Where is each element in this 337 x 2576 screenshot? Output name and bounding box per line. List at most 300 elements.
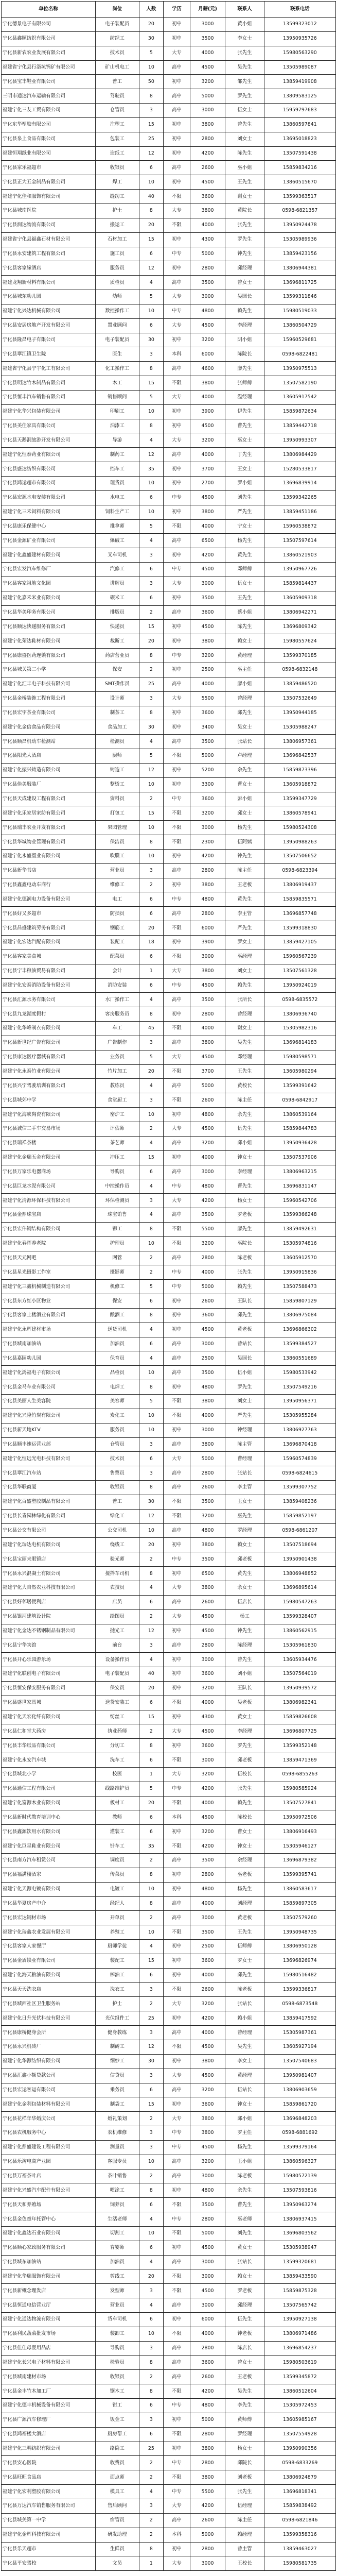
salary-cell: 2700 [190, 477, 225, 491]
contact-person-cell: 曾女士 [225, 276, 264, 290]
contact-phone-cell: 13806916493 [264, 1825, 335, 1839]
education-cell: 初中 [163, 548, 190, 563]
education-cell: 中专 [163, 2399, 190, 2413]
company-name-cell: 宁化县城关第一中学 [2, 2513, 96, 2528]
salary-cell: 4500 [190, 978, 225, 993]
company-name-cell: 宁化县金鼎珠宝店 [2, 1208, 96, 1223]
contact-person-cell: 钟老板 [225, 2327, 264, 2341]
contact-phone-cell: 13860521903 [264, 548, 335, 563]
contact-person-cell: 杨女士 [225, 2442, 264, 2456]
salary-cell: 4000 [190, 390, 225, 404]
salary-cell: 3800 [190, 2112, 225, 2126]
table-row [2, 2126, 336, 2141]
contact-phone-cell: 13860583617 [264, 1882, 335, 1896]
contact-person-cell: 余经理 [225, 1854, 264, 1868]
position-cell: 传菜员 [95, 1868, 139, 1882]
contact-phone-cell: 13806937415 [264, 2212, 335, 2227]
contact-person-cell: 罗先生 [225, 232, 264, 247]
education-cell: 不限 [163, 190, 190, 204]
headcount-cell: 8 [139, 1380, 163, 1395]
headcount-cell: 30 [139, 333, 163, 347]
table-row [2, 1667, 336, 1682]
contact-phone-cell: 13806944381 [264, 261, 335, 276]
position-cell: 汽修工 [95, 563, 139, 577]
company-name-cell: 福建宁化永安汽车城 [2, 1753, 96, 1768]
headcount-cell: 8 [139, 89, 163, 104]
salary-cell: 4500 [190, 1810, 225, 1825]
contact-phone-cell: 13859442718 [264, 419, 335, 433]
education-cell: 不限 [163, 218, 190, 232]
contact-person-cell: 罗女士 [225, 1954, 264, 1968]
contact-phone-cell: 13599358316 [264, 2528, 335, 2542]
contact-phone-cell: 13806975084 [264, 1308, 335, 1323]
table-row [2, 1280, 336, 1294]
contact-phone-cell: 13696831147 [264, 1179, 335, 1194]
company-name-cell: 福建宁化金瑞五金有限公司 [2, 1150, 96, 1165]
education-cell: 高中 [163, 60, 190, 75]
contact-phone-cell: 13696854237 [264, 2341, 335, 2355]
contact-person-cell: 杨工 [225, 1609, 264, 1624]
contact-person-cell: 赖女士 [225, 634, 264, 649]
contact-phone-cell: 15859897305 [264, 1896, 335, 1911]
education-cell: 初中 [163, 663, 190, 677]
headcount-cell: 3 [139, 2026, 163, 2040]
table-row [2, 18, 336, 32]
company-name-cell: 宁化县顺丰速运营业部 [2, 1437, 96, 1452]
contact-phone-cell: 13950944185 [264, 706, 335, 720]
contact-person-cell: 曾女士 [225, 2355, 264, 2370]
contact-phone-cell: 13599328407 [264, 1609, 335, 1624]
table-row [2, 2069, 336, 2083]
salary-cell: 2600 [190, 1294, 225, 1309]
education-cell: 初中 [163, 462, 190, 477]
contact-person-cell: 张先生 [225, 1782, 264, 1796]
salary-cell: 4800 [190, 2183, 225, 2198]
headcount-cell: 10 [139, 175, 163, 190]
education-cell: 不限 [163, 2226, 190, 2241]
contact-phone-cell: 13507537906 [264, 1150, 335, 1165]
contact-person-cell: 陈先生 [225, 146, 264, 161]
education-cell: 高中 [163, 1136, 190, 1150]
salary-cell: 3200 [190, 1767, 225, 1782]
company-name-cell: 福建宁化长兴电子材料有限公司 [2, 2355, 96, 2370]
headcount-cell: 8 [139, 1481, 163, 1495]
position-cell: 信贷员 [95, 2069, 139, 2083]
education-cell: 初中 [163, 2542, 190, 2556]
position-cell: 灌装工 [95, 1825, 139, 1839]
headcount-cell: 40 [139, 1667, 163, 1682]
contact-phone-cell: 15859875328 [264, 2284, 335, 2298]
salary-cell: 2600 [190, 161, 225, 175]
headcount-cell: 6 [139, 2313, 163, 2327]
position-cell: 育婴师 [95, 2241, 139, 2255]
table-row [2, 2456, 336, 2470]
salary-cell: 3000 [190, 950, 225, 964]
salary-cell: 3200 [190, 1825, 225, 1839]
headcount-cell: 1 [139, 1767, 163, 1782]
headcount-cell: 4 [139, 534, 163, 548]
contact-person-cell: 伍女士 [225, 577, 264, 591]
contact-phone-cell: 15859838492 [264, 2499, 335, 2513]
company-name-cell: 宁化县华联商厦 [2, 1481, 96, 1495]
company-name-cell: 福建宁化宏利塑胶有限公司 [2, 2485, 96, 2499]
headcount-cell: 3 [139, 2499, 163, 2513]
contact-person-cell: 杨先生 [225, 2140, 264, 2155]
contact-person-cell: 曹女士 [225, 777, 264, 792]
education-cell: 初中 [163, 849, 190, 863]
headcount-cell: 1 [139, 964, 163, 978]
contact-phone-cell: 13859423156 [264, 247, 335, 261]
position-cell: 剪线工 [95, 2269, 139, 2284]
company-name-cell: 宁化县天天洗衣店 [2, 1982, 96, 1997]
contact-phone-cell: 13806919437 [264, 878, 335, 892]
table-row [2, 1165, 336, 1179]
salary-cell: 3200 [190, 75, 225, 89]
education-cell: 不限 [163, 1696, 190, 1710]
contact-phone-cell: 13505989087 [264, 60, 335, 75]
contact-phone-cell: 13507554928 [264, 2427, 335, 2442]
company-name-cell: 宁化县汇源水务有限公司 [2, 993, 96, 1007]
headcount-cell: 2 [139, 2112, 163, 2126]
company-name-cell: 宁化县汇鑫小额贷款公司 [2, 2069, 96, 2083]
education-cell: 初中 [163, 1710, 190, 1724]
headcount-cell: 6 [139, 1337, 163, 1351]
salary-cell: 4000 [190, 1022, 225, 1036]
contact-phone-cell: 15980572139 [264, 2169, 335, 2183]
company-name-cell: 福建宁化清源环保科技有限公司 [2, 1194, 96, 1208]
company-name-cell: 宁化县巨龙水泥有限公司 [2, 1179, 96, 1194]
education-cell: 中专 [163, 1179, 190, 1194]
education-cell: 不限 [163, 835, 190, 850]
company-name-cell: 福建宁化安泰消防设备有限公司 [2, 978, 96, 993]
contact-person-cell: 王队长 [225, 1294, 264, 1309]
contact-phone-cell: 13806984429 [264, 448, 335, 462]
table-row [2, 863, 336, 878]
salary-cell: 3800 [190, 1538, 225, 1552]
contact-phone-cell: 13507527841 [264, 1796, 335, 1810]
education-cell: 初中 [163, 1968, 190, 1982]
contact-phone-cell: 13605985167 [264, 2413, 335, 2427]
salary-cell: 5500 [190, 1222, 225, 1236]
salary-cell: 4000 [190, 1796, 225, 1810]
education-cell: 中专 [163, 563, 190, 577]
salary-cell: 4500 [190, 175, 225, 190]
company-name-cell: 宁化县城东幼儿园 [2, 290, 96, 304]
table-row [2, 1739, 336, 1753]
salary-cell: 3000 [190, 577, 225, 591]
position-cell: 驾驶员 [95, 89, 139, 104]
headcount-cell: 10 [139, 849, 163, 863]
company-name-cell: 宁化县天鹅洞旅游开发有限公司 [2, 433, 96, 448]
contact-phone-cell: 13860597841 [264, 117, 335, 132]
contact-phone-cell: 13695018823 [264, 132, 335, 146]
headcount-header: 人数 [139, 2, 163, 18]
education-cell: 初中 [163, 1567, 190, 1581]
salary-cell: 2600 [190, 2513, 225, 2528]
company-name-cell: 福建宁化鸿福电子有限公司 [2, 1366, 96, 1380]
headcount-cell: 15 [139, 1150, 163, 1165]
company-name-cell: 福建宁化瑞鑫农业发展有限公司 [2, 1925, 96, 1940]
contact-phone-cell: 13507518694 [264, 1538, 335, 1552]
salary-cell: 4200 [190, 1782, 225, 1796]
contact-phone-cell: 13605917542 [264, 390, 335, 404]
table-row [2, 763, 336, 777]
table-row [2, 117, 336, 132]
contact-person-cell: 黄先生 [225, 548, 264, 563]
contact-phone-cell: 13605934476 [264, 1653, 335, 1667]
company-name-cell: 宁化县万福茶叶店 [2, 2169, 96, 2183]
education-cell: 初中 [163, 1308, 190, 1323]
company-name-cell: 宁化县金源矿业有限公司 [2, 534, 96, 548]
position-cell: 制砖工 [95, 2040, 139, 2054]
position-cell: 装配工 [95, 936, 139, 950]
education-cell: 初中 [163, 1667, 190, 1682]
company-name-cell: 宁化县金桥装饰工程有限公司 [2, 691, 96, 706]
contact-person-cell: 邱经理 [225, 261, 264, 276]
headcount-cell: 4 [139, 2298, 163, 2313]
company-name-cell: 福建宁化金辉科技有限公司 [2, 2528, 96, 2542]
salary-cell: 4000 [190, 218, 225, 232]
education-cell: 高中 [163, 735, 190, 749]
table-row [2, 1839, 336, 1854]
salary-cell: 3500 [190, 276, 225, 290]
headcount-cell: 5 [139, 1280, 163, 1294]
salary-cell: 2500 [190, 663, 225, 677]
position-cell: 石材加工 [95, 232, 139, 247]
company-name-cell: 宁化县金马车业有限公司 [2, 1380, 96, 1395]
contact-phone-cell: 13859463027 [264, 2542, 335, 2556]
table-row [2, 1538, 336, 1552]
salary-cell: 4800 [190, 1523, 225, 1538]
education-cell: 高中 [163, 2083, 190, 2097]
education-cell: 本科 [163, 2528, 190, 2542]
contact-person-cell: 吴先生 [225, 1036, 264, 1050]
company-name-cell: 宁化县新华书店 [2, 863, 96, 878]
contact-person-cell: 刘女士 [225, 1395, 264, 1409]
headcount-cell: 10 [139, 2327, 163, 2341]
position-cell: 榨油工 [95, 1968, 139, 1982]
table-row [2, 46, 336, 60]
table-row [2, 490, 336, 505]
table-row [2, 878, 336, 892]
education-cell: 高中 [163, 89, 190, 104]
headcount-cell: 6 [139, 490, 163, 505]
education-cell: 中专 [163, 1265, 190, 1280]
headcount-cell: 3 [139, 2284, 163, 2298]
position-cell: 吹膜工 [95, 849, 139, 863]
table-row [2, 2155, 336, 2169]
table-row [2, 663, 336, 677]
company-name-cell: 宁化县鸿福楼大酒店 [2, 2427, 96, 2442]
contact-person-cell: 黄经理 [225, 649, 264, 663]
contact-phone-cell: 13859433590 [264, 2269, 335, 2284]
education-cell: 不限 [163, 1022, 190, 1036]
company-name-cell: 宁化县安心医院 [2, 2456, 96, 2470]
position-cell: 质检员 [95, 276, 139, 290]
contact-person-cell: 赖先生 [225, 304, 264, 318]
company-name-cell: 福建宁化三友工贸有限公司 [2, 104, 96, 118]
position-cell: 油漆工 [95, 419, 139, 433]
education-cell: 初中 [163, 505, 190, 519]
contact-phone-cell: 13696842537 [264, 749, 335, 764]
position-cell: 店员 [95, 1595, 139, 1609]
company-name-cell: 宁化县宏运客运有限公司 [2, 2083, 96, 2097]
position-cell: 饲料生产工 [95, 505, 139, 519]
position-cell: 前台 [95, 1638, 139, 1653]
contact-person-cell: 曹先生 [225, 2198, 264, 2212]
headcount-cell: 6 [139, 2198, 163, 2212]
position-cell: 果园管理 [95, 821, 139, 835]
position-cell: 喷涂工 [95, 2183, 139, 2198]
education-cell: 不限 [163, 1509, 190, 1523]
salary-cell: 3900 [190, 936, 225, 950]
headcount-cell: 4 [139, 1653, 163, 1667]
salary-cell: 3600 [190, 1667, 225, 1682]
headcount-cell: 15 [139, 376, 163, 391]
position-cell: 调度员 [95, 1854, 139, 1868]
salary-cell: 3200 [190, 1236, 225, 1251]
education-cell: 初中 [163, 146, 190, 161]
contact-person-cell: 李经理 [225, 1165, 264, 1179]
table-row [2, 1050, 336, 1064]
position-cell: 美容师 [95, 1395, 139, 1409]
salary-cell: 3800 [190, 2470, 225, 2485]
table-row [2, 1122, 336, 1136]
table-row [2, 146, 336, 161]
education-cell: 不限 [163, 921, 190, 936]
contact-person-cell: 邱女士 [225, 806, 264, 821]
table-header-row [2, 2, 336, 18]
education-cell: 中专 [163, 792, 190, 806]
company-name-cell: 宁化县城郊中学 [2, 1093, 96, 1108]
contact-phone-cell: 15980598571 [264, 1050, 335, 1064]
table-row [2, 1552, 336, 1567]
position-cell: 维修工 [95, 878, 139, 892]
education-cell: 中专 [163, 2140, 190, 2155]
position-cell: 广告制作 [95, 1036, 139, 1050]
table-row [2, 735, 336, 749]
position-cell: 酿酒工 [95, 1308, 139, 1323]
contact-person-cell: 罗先生 [225, 1739, 264, 1753]
company-name-cell: 福建省宁化县行洛坑钨矿有限公司 [2, 60, 96, 75]
salary-cell: 4500 [190, 2284, 225, 2298]
salary-cell: 2800 [190, 1868, 225, 1882]
company-name-cell: 福建宁化汇丰电子科技有限公司 [2, 677, 96, 691]
education-cell: 中专 [163, 247, 190, 261]
position-cell: 厨师学徒 [95, 1940, 139, 1954]
headcount-cell: 2 [139, 2513, 163, 2528]
company-name-cell: 宁化县宏达钢材市场 [2, 1911, 96, 1925]
contact-person-cell: 黄师傅 [225, 2413, 264, 2427]
company-name-cell: 宁化县九龙湖度假村 [2, 1007, 96, 1022]
contact-phone-cell: 13599395741 [264, 1868, 335, 1882]
contact-person-cell: 罗经理 [225, 2427, 264, 2442]
table-row [2, 218, 336, 232]
salary-cell: 4500 [190, 60, 225, 75]
position-cell: 珠宝销售 [95, 1208, 139, 1223]
company-name-cell: 宁化县新世纪广告有限公司 [2, 1036, 96, 1050]
contact-phone-cell: 15305938947 [264, 2241, 335, 2255]
contact-person-cell: 陈老板 [225, 1251, 264, 1265]
education-cell: 初中 [163, 1323, 190, 1337]
headcount-cell: 3 [139, 577, 163, 591]
contact-phone-cell: 13950936428 [264, 1136, 335, 1150]
contact-person-cell: 伍女士 [225, 104, 264, 118]
company-name-cell: 宁化县通信工程有限公司 [2, 1782, 96, 1796]
position-cell: 售票员 [95, 1466, 139, 1481]
contact-person-cell: 钟先生 [225, 849, 264, 863]
salary-cell: 4000 [190, 2026, 225, 2040]
education-cell: 本科 [163, 347, 190, 362]
contact-person-cell: 邓经理 [225, 1050, 264, 1064]
table-row [2, 821, 336, 835]
salary-cell: 3500 [190, 1495, 225, 1509]
salary-cell: 5500 [190, 2485, 225, 2499]
contact-phone-cell: 13806927763 [264, 1423, 335, 1437]
education-cell: 初中 [163, 1150, 190, 1165]
contact-phone-cell: 0598-6881692 [264, 2126, 335, 2141]
contact-person-cell: 罗经理 [225, 1523, 264, 1538]
salary-cell: 3000 [190, 821, 225, 835]
position-cell: 木工 [95, 376, 139, 391]
education-cell: 大专 [163, 433, 190, 448]
contact-person-cell: 巫小姐 [225, 161, 264, 175]
position-cell: 环保检测员 [95, 1194, 139, 1208]
contact-phone-cell: 13859427105 [264, 936, 335, 950]
salary-cell: 3800 [190, 1395, 225, 1409]
salary-cell: 4800 [190, 892, 225, 907]
salary-cell: 3200 [190, 1997, 225, 2011]
table-row [2, 1337, 336, 1351]
contact-person-cell: 钟女士 [225, 2097, 264, 2112]
contact-phone-cell: 13806948852 [264, 1567, 335, 1581]
contact-person-cell: 谢女士 [225, 1022, 264, 1036]
company-name-cell: 宁化县宏发汽车维修厂 [2, 563, 96, 577]
position-cell: 设备操作员 [95, 1653, 139, 1667]
salary-cell: 3200 [190, 1509, 225, 1523]
education-cell: 初中 [163, 1380, 190, 1395]
table-row [2, 448, 336, 462]
table-row [2, 1323, 336, 1337]
headcount-cell: 6 [139, 1696, 163, 1710]
position-cell: 研发助理 [95, 2528, 139, 2542]
contact-person-cell: 张站长 [225, 735, 264, 749]
table-row [2, 2442, 336, 2456]
contact-person-cell: 李主管 [225, 1481, 264, 1495]
education-cell: 高中 [163, 2298, 190, 2313]
table-row [2, 1064, 336, 1079]
contact-phone-cell: 13507579260 [264, 1911, 335, 1925]
position-cell: 客服专员 [95, 2155, 139, 2169]
job-listing-table [1, 1, 336, 2571]
position-cell: 印刷工 [95, 404, 139, 419]
company-name-cell: 福建宁化华峰制衣有限公司 [2, 1022, 96, 1036]
education-cell: 初中 [163, 1739, 190, 1753]
contact-person-cell: 陈店长 [225, 2341, 264, 2355]
salary-cell: 4500 [190, 318, 225, 333]
education-cell: 初中 [163, 132, 190, 146]
position-cell: 保安 [95, 1294, 139, 1309]
contact-person-cell: 王队长 [225, 1681, 264, 1696]
salary-cell: 3800 [190, 204, 225, 218]
contact-person-cell: 吴园长 [225, 1351, 264, 1366]
table-row [2, 2313, 336, 2327]
table-row [2, 1724, 336, 1739]
headcount-cell: 3 [139, 1093, 163, 1108]
contact-person-cell: 曾站长 [225, 1337, 264, 1351]
company-name-cell: 福建宁化宏达汽配有限公司 [2, 936, 96, 950]
position-cell: 茶叶销售 [95, 2169, 139, 2183]
